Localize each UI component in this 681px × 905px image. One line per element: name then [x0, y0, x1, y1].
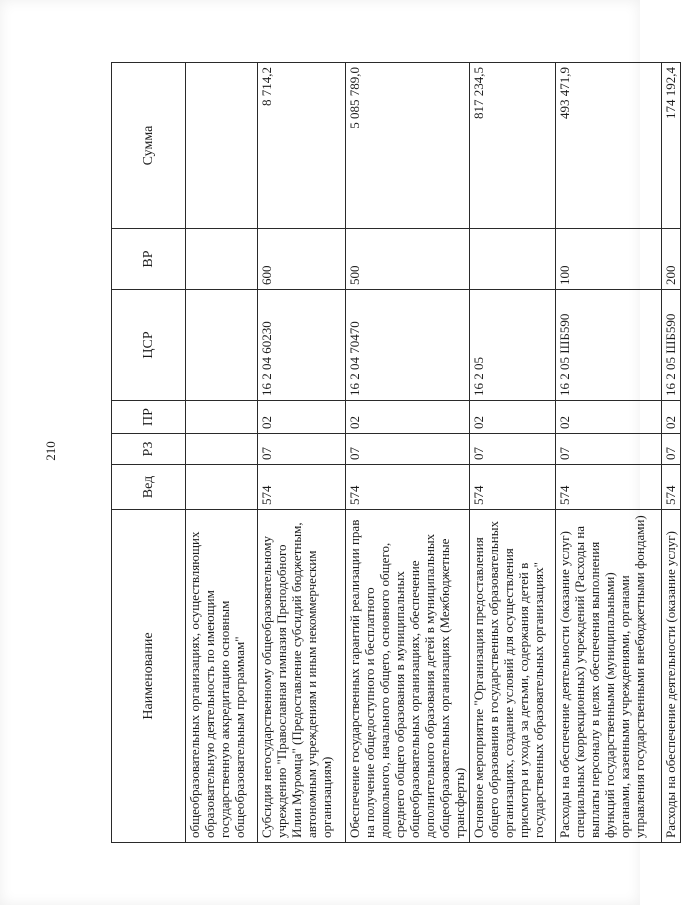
row-pr	[186, 401, 258, 434]
header-pr: ПР	[112, 401, 186, 434]
row-rz: 07	[556, 434, 662, 465]
row-name: Субсидия негосударственному общеобразовательному учреждению "Православная гимназия Преподобного Илии Муромца" (Предоставление субсидий бюджетным, автономным учреждениям и иным некоммерческим организациям)	[258, 510, 346, 843]
row-name: Основное мероприятие "Организация предоставления общего образования в государственных образовательных организациях, создание условий для осуществления присмотра и ухода за детьми, содержания детей в государственных образовательных организациях"	[470, 510, 556, 843]
row-name: Обеспечение государственных гарантий реализации прав на получение общедоступного и бесплатного дошкольного, начального общего, основного общего, среднего общего образования в муниципальных общеобразовательных организациях, обеспечение дополнительного образования детей в муниципальных общеобразовательных организациях (Межбюджетные трансферты)	[346, 510, 470, 843]
row-csr	[186, 290, 258, 401]
row-vr	[186, 229, 258, 290]
row-csr: 16 2 05 ШБ590	[662, 290, 681, 401]
table-row	[470, 63, 556, 843]
header-csr: ЦСР	[112, 290, 186, 401]
table-header-row	[112, 63, 186, 843]
table-row	[346, 63, 470, 843]
header-name: Наименование	[112, 510, 186, 843]
row-ved: 574	[258, 465, 346, 510]
row-pr: 02	[662, 401, 681, 434]
row-ved: 574	[662, 465, 681, 510]
row-vr: 600	[258, 229, 346, 290]
row-rz: 07	[258, 434, 346, 465]
row-pr: 02	[556, 401, 662, 434]
row-ved: 574	[470, 465, 556, 510]
row-sum: 8 714,2	[258, 63, 346, 229]
row-ved: 574	[346, 465, 470, 510]
row-csr: 16 2 04 70470	[346, 290, 470, 401]
page-number: 210	[43, 441, 58, 461]
row-pr: 02	[470, 401, 556, 434]
row-pr: 02	[346, 401, 470, 434]
table-row	[186, 63, 258, 843]
budget-table	[111, 62, 681, 843]
row-csr: 16 2 05	[470, 290, 556, 401]
row-rz	[186, 434, 258, 465]
row-vr	[470, 229, 556, 290]
row-name: Расходы на обеспечение деятельности (оказание услуг)	[662, 510, 681, 843]
row-sum	[186, 63, 258, 229]
table-row	[258, 63, 346, 843]
header-vr: ВР	[112, 229, 186, 290]
header-rz: РЗ	[112, 434, 186, 465]
row-name: Расходы на обеспечение деятельности (оказание услуг) специальных (коррекционных) учреждений (Расходы на выплаты персоналу в целях обеспечения выполнения функций государственными (муниципальными) органами, казенными учреждениями, органами управления государственными внебюджетными фондами)	[556, 510, 662, 843]
row-ved: 574	[556, 465, 662, 510]
row-csr: 16 2 05 ШБ590	[556, 290, 662, 401]
row-rz: 07	[470, 434, 556, 465]
row-sum: 493 471,9	[556, 63, 662, 229]
row-ved	[186, 465, 258, 510]
row-sum: 174 192,4	[662, 63, 681, 229]
row-sum: 5 085 789,0	[346, 63, 470, 229]
row-sum: 817 234,5	[470, 63, 556, 229]
header-ved: Вед	[112, 465, 186, 510]
row-pr: 02	[258, 401, 346, 434]
row-vr: 500	[346, 229, 470, 290]
row-csr: 16 2 04 60230	[258, 290, 346, 401]
rotated-table-container	[111, 63, 678, 843]
table-row	[662, 63, 681, 843]
row-rz: 07	[346, 434, 470, 465]
row-vr: 200	[662, 229, 681, 290]
row-name: общеобразовательных организациях, осуществляющих образовательную деятельность по имеющим государственную аккредитацию основным общеобразовательным программам"	[186, 510, 258, 843]
header-sum: Сумма	[112, 63, 186, 229]
row-vr: 100	[556, 229, 662, 290]
row-rz: 07	[662, 434, 681, 465]
table-row	[556, 63, 662, 843]
